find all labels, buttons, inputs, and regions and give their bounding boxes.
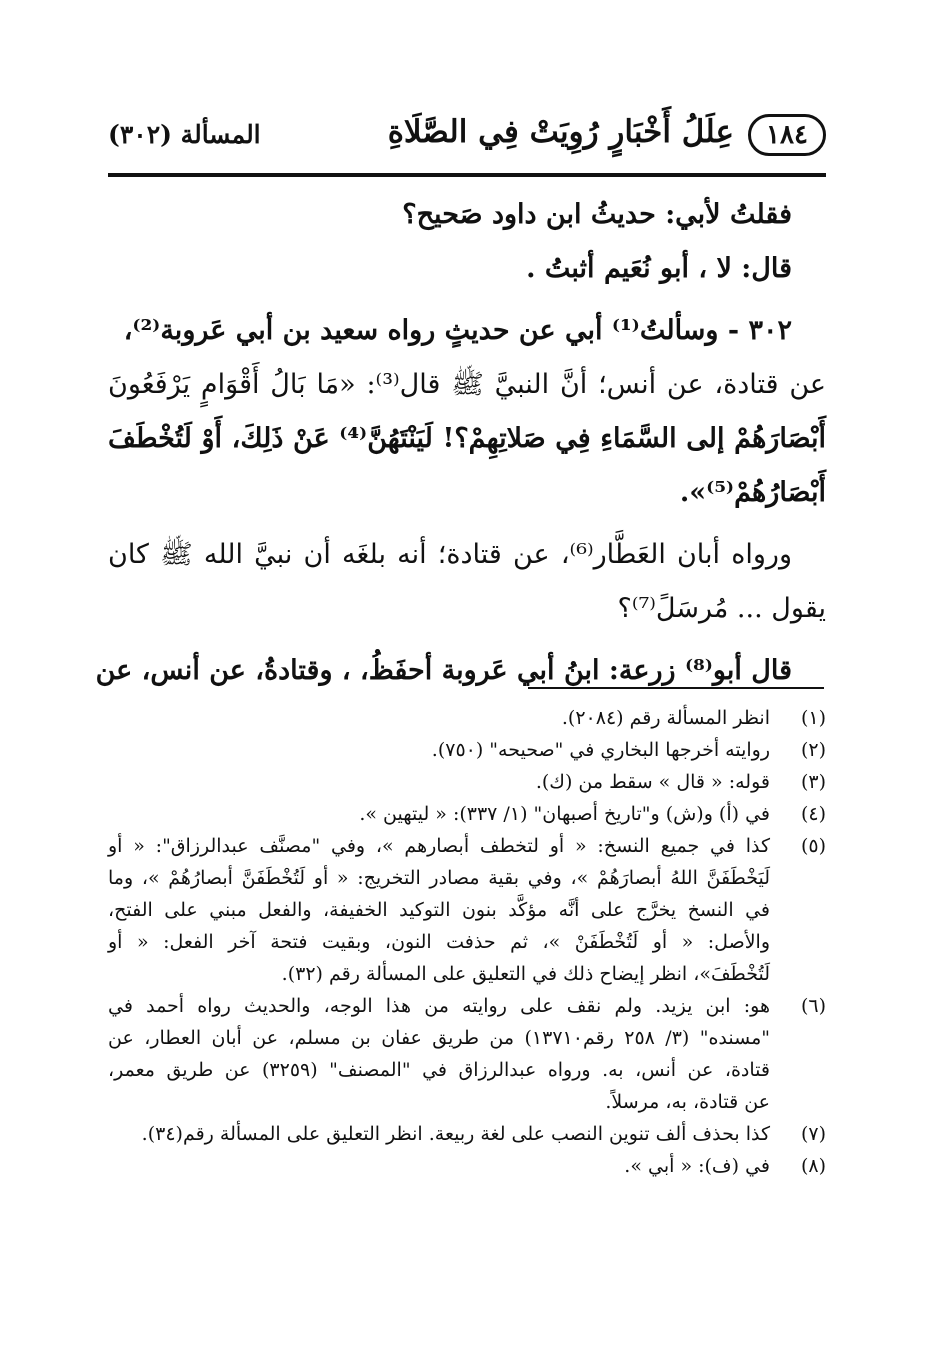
- footnote-line: في (ف): « أبي ».: [624, 1155, 770, 1177]
- text-line: فقلتُ لأبي: حديثُ ابن داود صَحيح؟: [402, 199, 792, 230]
- footnote: [108, 1118, 826, 1150]
- footnote: [108, 734, 826, 766]
- text-line: عن قتادة، عن أنس؛ أنَّ النبيَّ ﷺ قال⁽³⁾: «مَا بَالُ أَقْوَامٍ يَرْفَعُونَ: [108, 369, 826, 400]
- footnote-number: (٨): [800, 1155, 826, 1177]
- footnotes: [108, 702, 826, 1182]
- footnote-number: (٥): [800, 835, 826, 857]
- footnote-line: قتادة، عن أنس، به. ورواه عبدالرزاق في "المصنف" (٣٢٥٩) عن طريق معمر،: [108, 1059, 770, 1081]
- footnote: [108, 1150, 826, 1182]
- footnote: [108, 990, 826, 1118]
- footnote-line: قوله: « قال » سقط من (ك).: [535, 771, 770, 793]
- section-label: المسألة (٣٠٢): [108, 120, 261, 149]
- footnote-line: في النسخ يخرَّج على أنَّه مؤكَّد بنون التوكيد الخفيفة، والفعل مبني على الفتح،: [108, 899, 770, 921]
- footnote-line: عن قتادة، به، مرسلاً.: [605, 1091, 770, 1113]
- footnote-number: (٢): [800, 739, 826, 761]
- footnote-line: هو: ابن يزيد. ولم نقف على روايته من هذا الوجه، والحديث رواه أحمد في: [108, 995, 770, 1017]
- footnote-number: (٦): [800, 995, 826, 1017]
- footnote-number: (٧): [800, 1123, 826, 1145]
- footnote-line: لَيَخْطَفَنَّ اللهُ أبصارَهُمْ »، وفي بقية مصادر التخريج: « أو لَتُخْطَفَنَّ أبصارُهُمْ »، وما: [108, 867, 770, 889]
- footnote: [108, 702, 826, 734]
- page-number: ١٨٤: [766, 120, 808, 150]
- footnote: [108, 830, 826, 990]
- text-line: ورواه أبان العَطَّار⁽⁶⁾، عن قتادة؛ أنه بلغَه أن نبيَّ الله ﷺ كان: [108, 539, 792, 570]
- running-title: عِلَلُ أَخْبَارٍ رُوِيَتْ فِي الصَّلَاةِ: [387, 114, 734, 150]
- footnote-line: في (أ) و(ش) و"تاريخ أصبهان" (١/ ٣٣٧): « ليتهين ».: [359, 803, 770, 825]
- text-line: يقول ... مُرسَلً⁽⁷⁾؟: [617, 593, 826, 624]
- main-text: [95, 188, 827, 698]
- footnote-line: لَتُخْطَفَ»، انظر إيضاح ذلك في التعليق على المسألة رقم (٣٢).: [281, 963, 770, 985]
- page-number-badge: [748, 114, 826, 156]
- page-header: [108, 112, 826, 160]
- footnote: [108, 766, 826, 798]
- footnote-number: (١): [800, 707, 826, 729]
- footnote-line: روايته أخرجها البخاري في "صحيحه" (٧٥٠).: [431, 739, 770, 761]
- footnote: [108, 798, 826, 830]
- text-line: ٣٠٢ - وسألتُ⁽¹⁾ أبي عن حديثٍ رواه سعيد بن أبي عَروبة⁽²⁾،: [123, 315, 792, 346]
- header-rule: [108, 173, 826, 177]
- footnote-separator: [528, 687, 824, 689]
- footnote-number: (٤): [800, 803, 826, 825]
- footnote-number: (٣): [800, 771, 826, 793]
- text-line: أَبْصَارُهُمْ⁽⁵⁾».: [679, 477, 826, 508]
- text-line: قال أبو⁽⁸⁾ زرعة: ابنُ أبي عَروبة أحفَظُ، ، وقتادةُ، عن أنس، عن: [95, 655, 792, 686]
- footnote-line: "مسنده" (٣/ ٢٥٨ رقم١٣٧١٠) من طريق عفان بن مسلم، عن أبان العطار، عن: [108, 1027, 770, 1049]
- footnote-line: والأصل: « أو لَتُخْطَفَنْ »، ثم حذفت النون، وبقيت فتحة آخر الفعل: « أو: [108, 931, 770, 953]
- text-line: قال: لا ، أبو نُعَيم أثبتُ .: [526, 253, 792, 284]
- footnote-line: انظر المسألة رقم (٢٠٨٤).: [561, 707, 770, 729]
- text-line: أَبْصَارَهُمْ إلى السَّمَاءِ فِي صَلاتِهِمْ؟! لَيَنْتَهُنَّ⁽⁴⁾ عَنْ ذَلِكَ، أَوْ لَتُخْطَفَ: [108, 423, 827, 454]
- footnote-line: كذا بحذف ألف تنوين النصب على لغة ربيعة. انظر التعليق على المسألة رقم(٣٤).: [141, 1123, 770, 1145]
- footnote-line: كذا في جميع النسخ: « أو لتخطف أبصارهم »، وفي "مصنَّف عبدالرزاق": « أو: [108, 835, 770, 857]
